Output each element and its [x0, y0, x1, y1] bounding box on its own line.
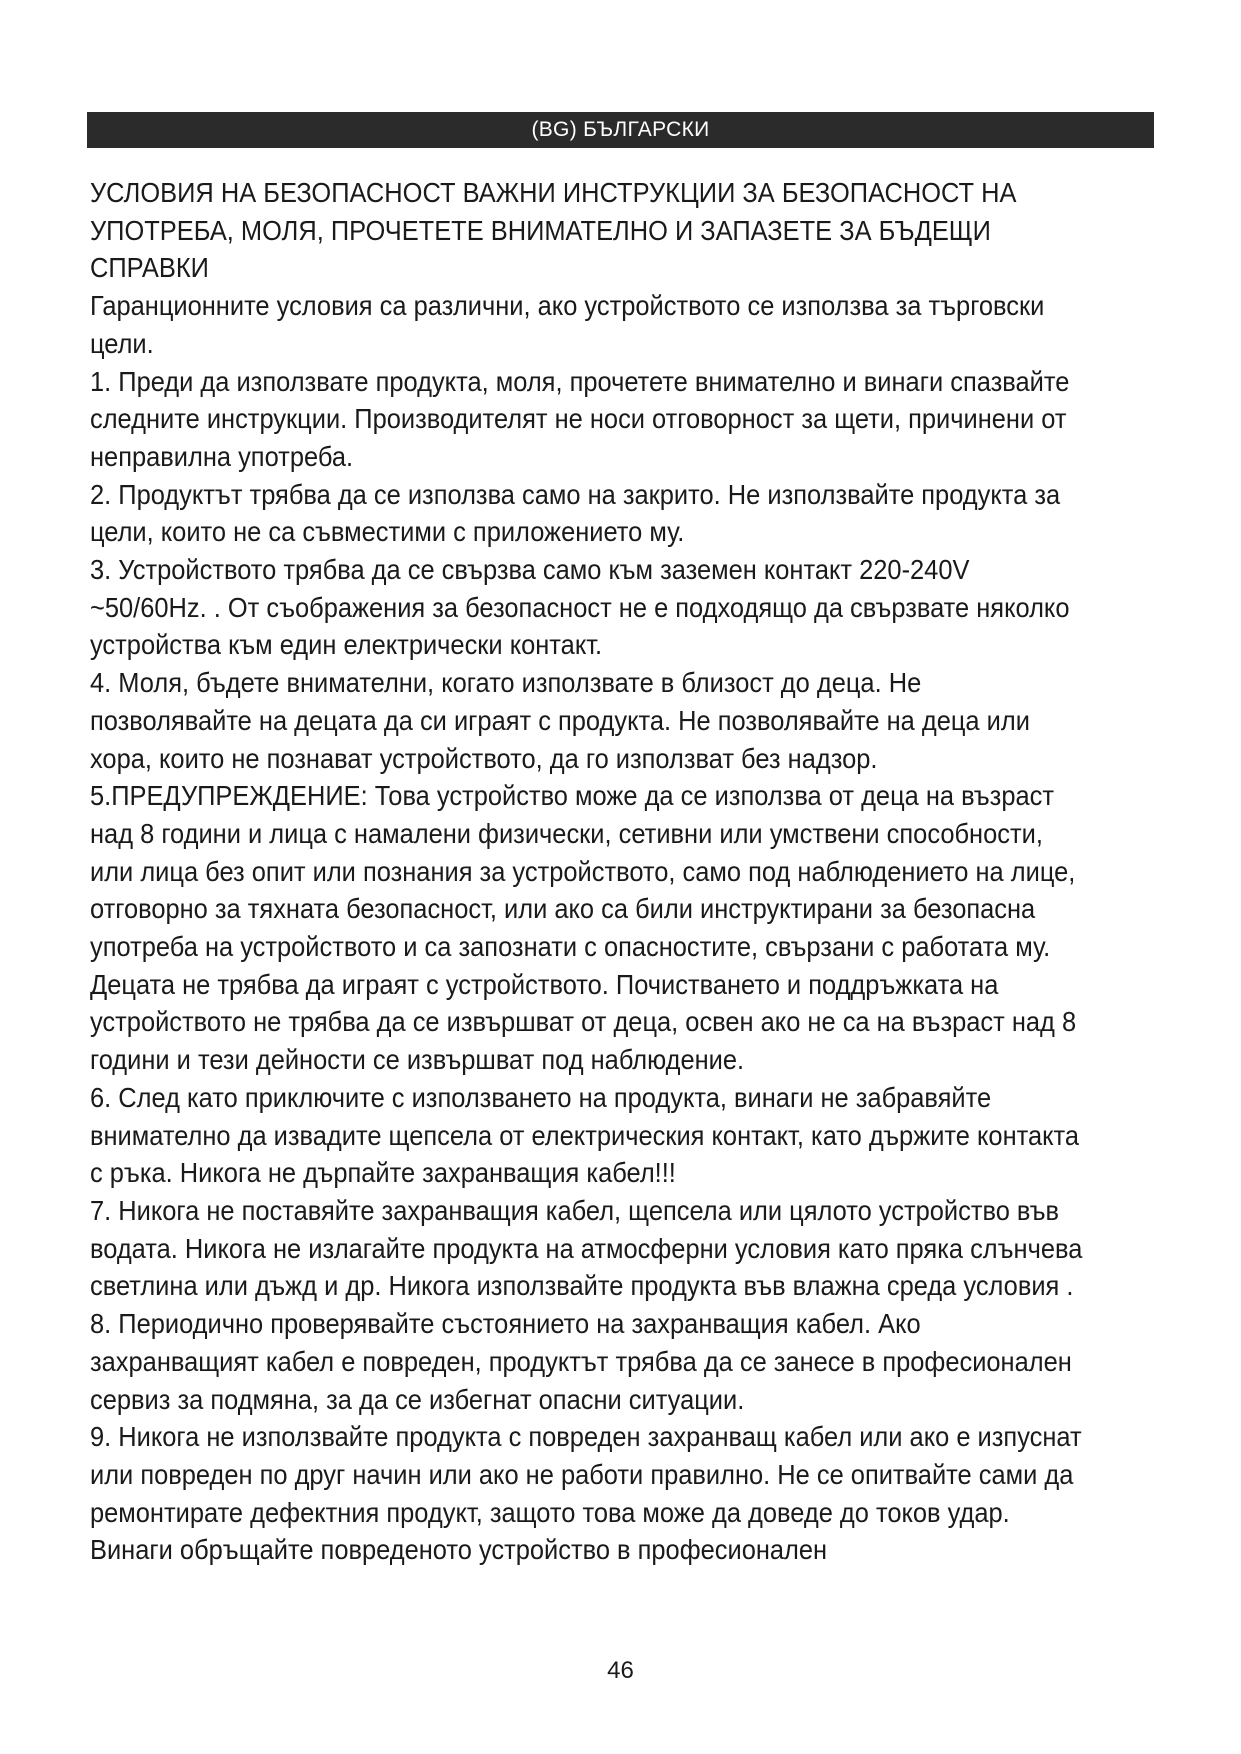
document-body	[90, 174, 1084, 1569]
instruction-item-7: 7. Никога не поставяйте захранващия кабел, щепсела или цялото устройство във водата. Никога не излагайте продукта на атмосферни условия като пряка слънчева светлина или дъжд и др. Никога използвайте продукта във влажна среда условия .	[90, 1194, 1083, 1302]
instruction-item-1: 1. Преди да използвате продукта, моля, прочетете внимателно и винаги спазвайте следните инструкции. Производителят не носи отговорност за щети, причинени от неправилна употреба.	[90, 365, 1070, 472]
intro-paragraph: Гаранционните условия са различни, ако устройството се използва за търговски цели.	[90, 290, 1045, 359]
instruction-item-8: 8. Периодично проверявайте състоянието на захранващия кабел. Ако захранващият кабел е повреден, продуктът трябва да се занесе в професионален сервиз за подмяна, за да се избегнат опасни ситуации.	[90, 1308, 1072, 1415]
language-label: (BG) БЪЛГАРСКИ	[531, 118, 710, 141]
instruction-item-5-warning: 5.ПРЕДУПРЕЖДЕНИЕ: Това устройство може да се използва от деца на възраст над 8 години и лица с намалени физически, сетивни или умствени способности, или лица без опит или познания за устройството, само под наблюдението на лице, отговорно за тяхната безопасност, или ако са били инструктирани за безопасна употреба на устройството и са запознати с опасностите, свързани с работата му. Децата не трябва да играят с устройството. Почистването и поддръжката на устройството не трябва да се извършват от деца, освен ако не са на възраст над 8 години и тези дейности се извършват под наблюдение.	[90, 780, 1077, 1076]
language-header-bar	[87, 112, 1154, 148]
instruction-item-6: 6. След като приключите с използването на продукта, винаги не забравяйте внимателно да извадите щепсела от електрическия контакт, като държите контакта с ръка. Никога не дърпайте захранващия кабел!!!	[90, 1081, 1080, 1189]
page-number: 46	[607, 1657, 634, 1684]
instruction-item-4: 4. Моля, бъдете внимателни, когато използвате в близост до деца. Не позволявайте на децата да си играят с продукта. Не позволявайте на деца или хора, които не познават устройството, да го използват без надзор.	[90, 667, 1030, 774]
page-title: УСЛОВИЯ НА БЕЗОПАСНОСТ ВАЖНИ ИНСТРУКЦИИ ЗА БЕЗОПАСНОСТ НА УПОТРЕБА, МОЛЯ, ПРОЧЕТЕТЕ ВНИМАТЕЛНО И ЗАПАЗЕТЕ ЗА БЪДЕЩИ СПРАВКИ	[90, 177, 1017, 284]
instruction-item-3: 3. Устройството трябва да се свързва само към заземен контакт 220-240V ~50/60Hz. . От съображения за безопасност не е подходящо да свързвате няколко устройства към един електрически контакт.	[90, 554, 1070, 661]
instruction-item-2: 2. Продуктът трябва да се използва само на закрито. Не използвайте продукта за цели, които не са съвместими с приложението му.	[90, 478, 1061, 548]
instruction-item-9: 9. Никога не използвайте продукта с повреден захранващ кабел или ако е изпуснат или повреден по друг начин или ако не работи правилно. Не се опитвайте сами да ремонтирате дефектния продукт, защото това може да доведе до токов удар. Винаги обръщайте повреденото устройство в професионален	[90, 1421, 1082, 1566]
